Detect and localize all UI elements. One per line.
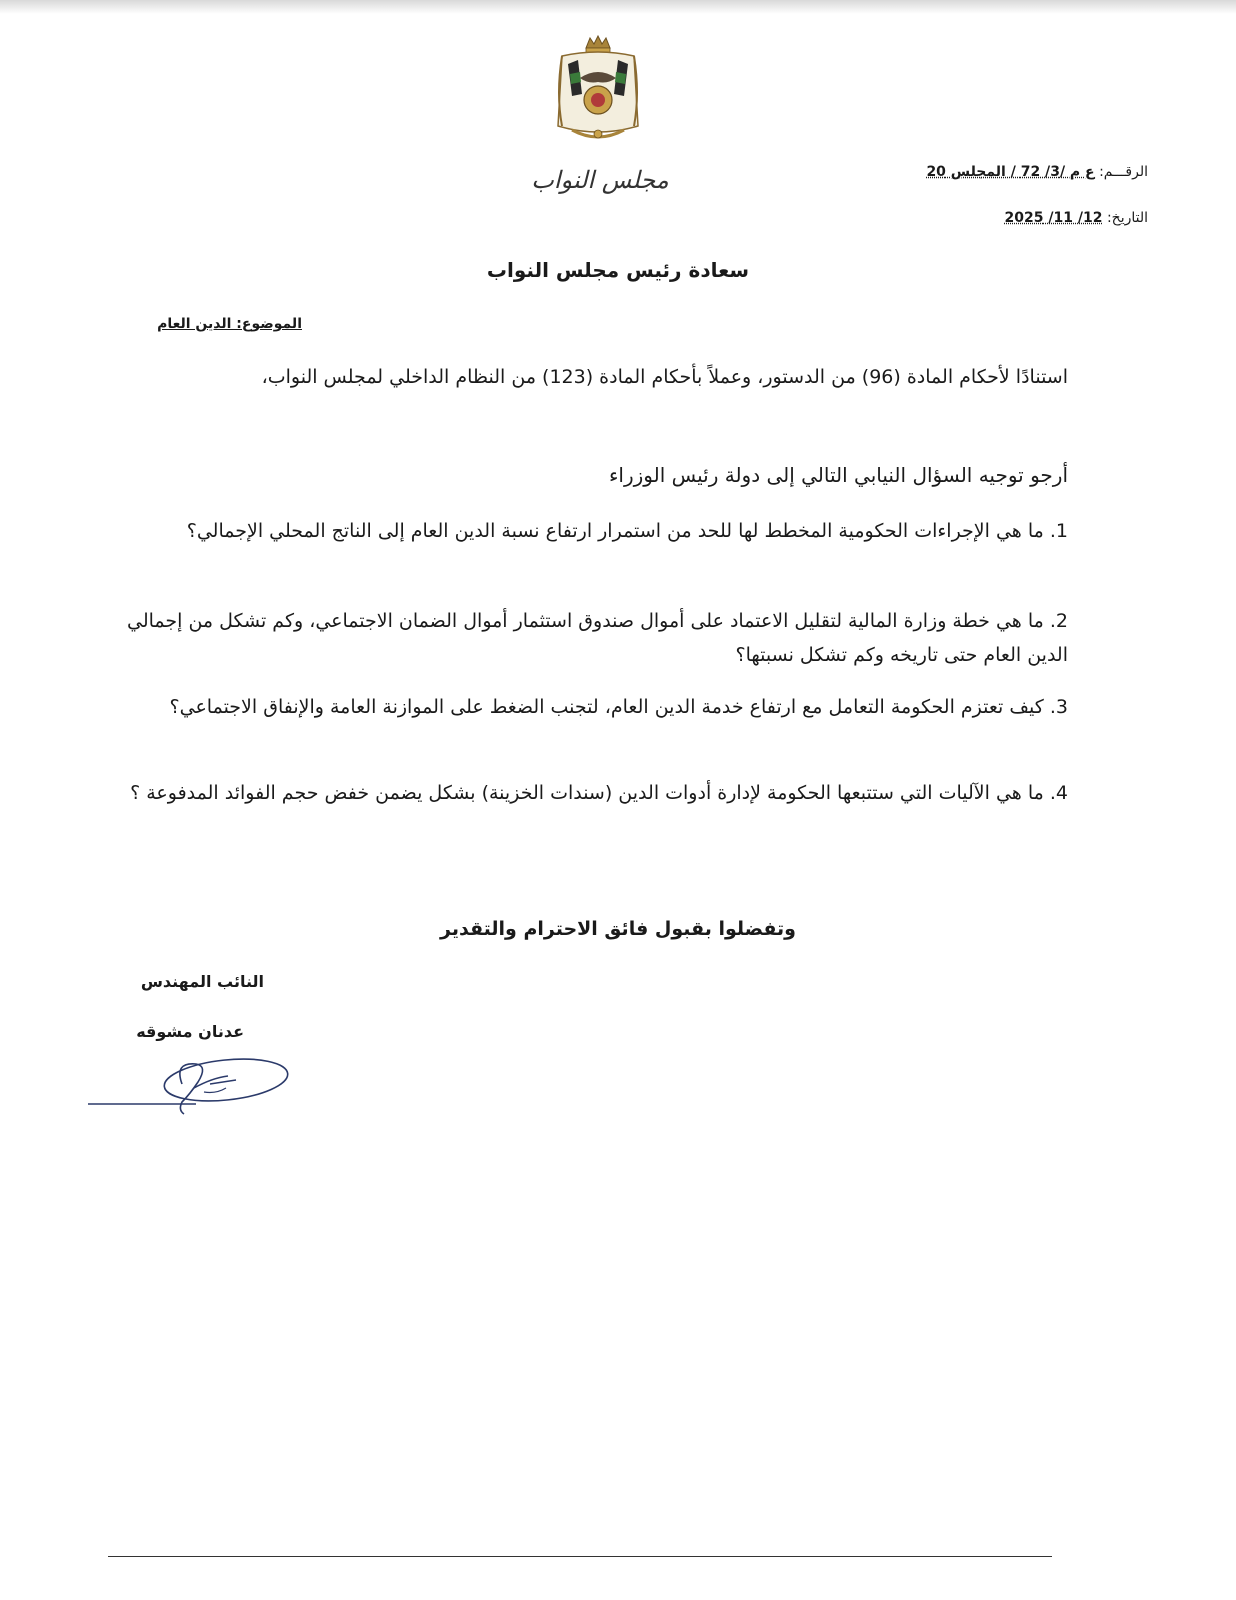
signatory-name: عدنان مشوقه [136, 1022, 244, 1041]
question-item: 3. كيف تعتزم الحكومة التعامل مع ارتفاع خدمة الدين العام، لتجنب الضغط على الموازنة العامة والإنفاق الاجتماعي؟ [169, 696, 1068, 718]
closing-line: وتفضلوا بقبول فائق الاحترام والتقدير [440, 918, 796, 940]
question-item: 2. ما هي خطة وزارة المالية لتقليل الاعتماد على أموال صندوق استثمار أموال الضمان الاجتماعي، وكم تشكل من إجمالي الدين العام حتى تاريخه وكم تشكل نسبتها؟ [127, 610, 1068, 666]
footer-divider [108, 1556, 1052, 1557]
reference-value: ع م /3/ 72 / المجلس 20 [926, 164, 1095, 180]
jordan-coat-of-arms-icon [548, 34, 648, 148]
question-item: 1. ما هي الإجراءات الحكومية المخطط لها للحد من استمرار ارتفاع نسبة الدين العام إلى الناتج المحلي الإجمالي؟ [186, 520, 1068, 542]
handwritten-signature-icon [86, 1054, 296, 1118]
council-calligraphy-logo: مجلس النواب [531, 166, 669, 194]
signatory-title: النائب المهندس [140, 972, 264, 991]
date-value: 12/ 11/ 2025 [1004, 210, 1103, 226]
reference-number [926, 160, 1148, 184]
subject-line: الموضوع: الدين العام [157, 316, 302, 332]
reference-label: الرقـــم: [1099, 164, 1148, 180]
scan-top-edge [0, 0, 1236, 14]
letter-date [926, 206, 1148, 230]
date-label: التاريخ: [1106, 210, 1148, 226]
reference-block [926, 160, 1148, 230]
question-item: 4. ما هي الآليات التي ستتبعها الحكومة لإدارة أدوات الدين (سندات الخزينة) بشكل يضمن خفض حجم الفوائد المدفوعة ؟ [130, 782, 1068, 804]
addressee: سعادة رئيس مجلس النواب [486, 258, 750, 282]
request-paragraph: أرجو توجيه السؤال النيابي التالي إلى دولة رئيس الوزراء [608, 463, 1068, 487]
intro-paragraph: استنادًا لأحكام المادة (96) من الدستور، وعملاً بأحكام المادة (123) من النظام الداخلي لمجلس النواب، [261, 366, 1068, 388]
